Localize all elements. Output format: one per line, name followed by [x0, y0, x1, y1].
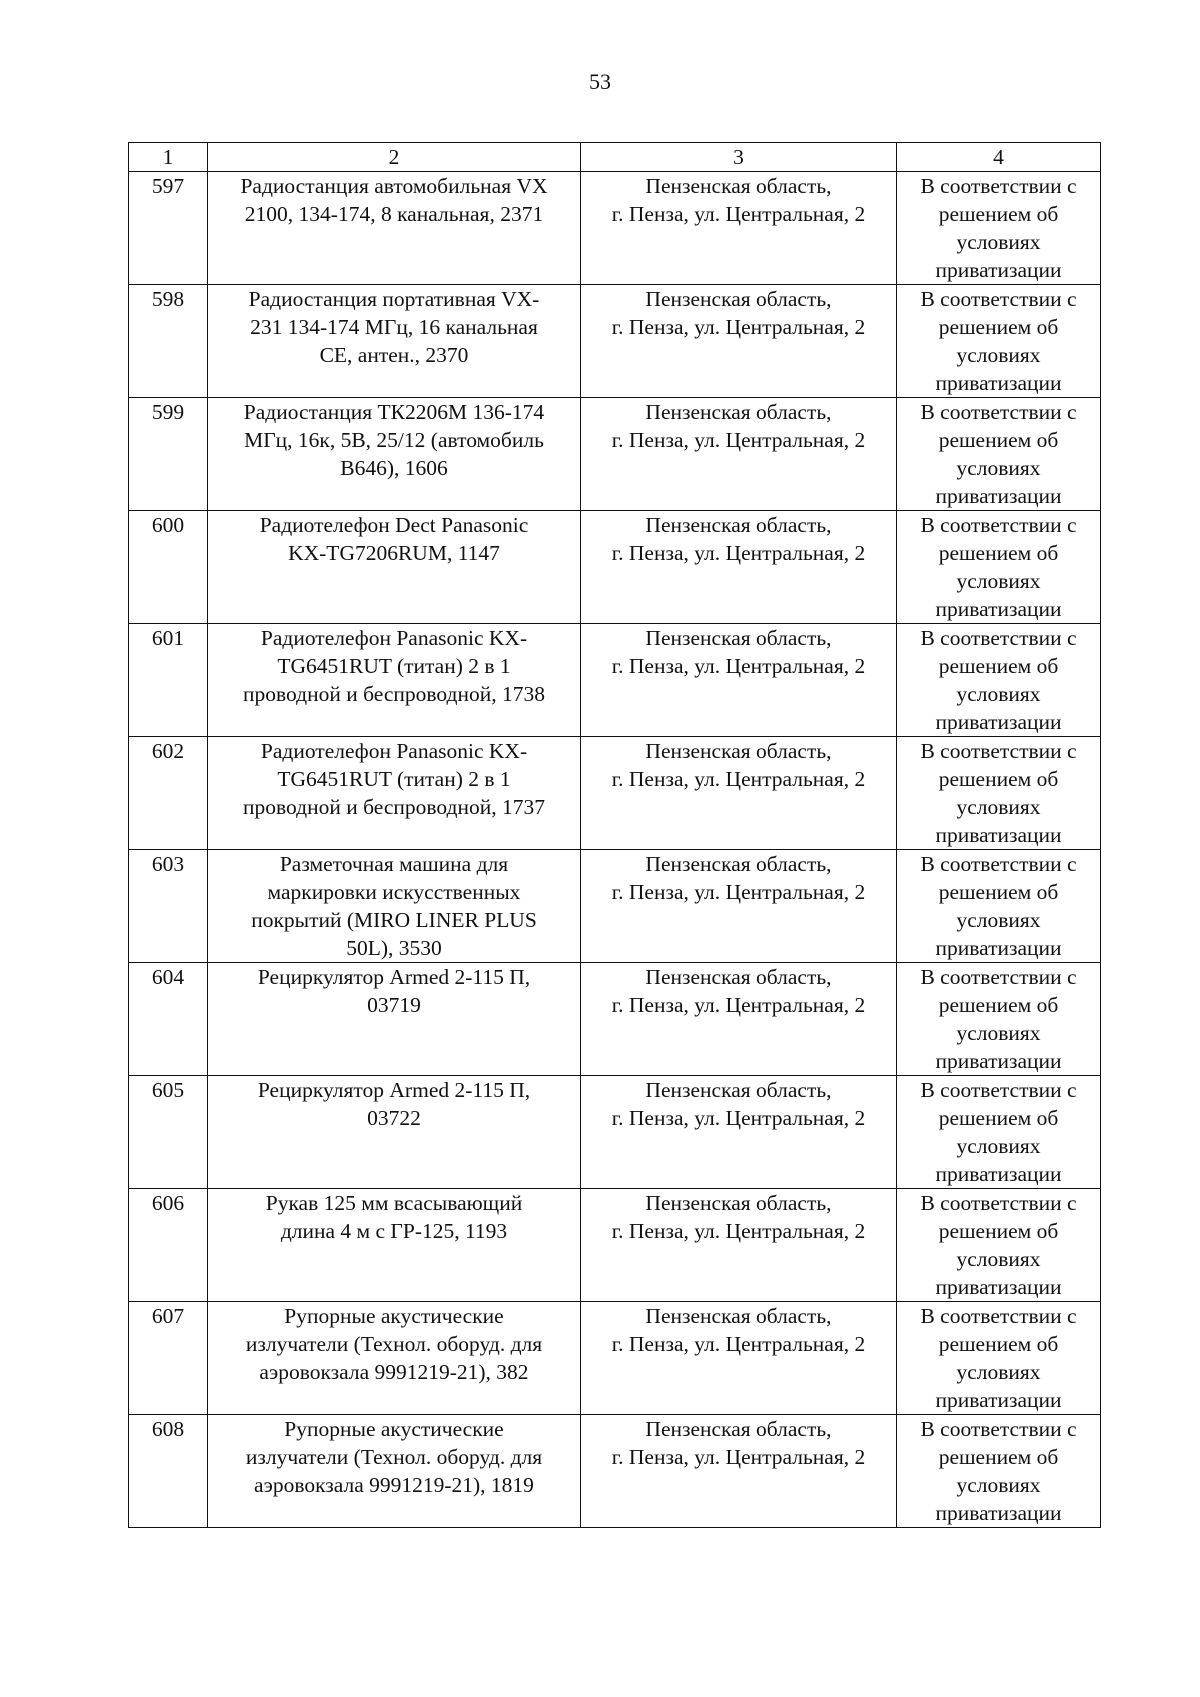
location-line: г. Пенза, ул. Центральная, 2 [611, 1106, 866, 1130]
terms-line: приватизации [935, 258, 1062, 282]
terms-line: решением об [938, 1106, 1059, 1130]
item-name-line: Радиостанция автомобильная VX [240, 174, 548, 198]
item-name-line: маркировки искусственных [267, 880, 521, 904]
terms-line: условиях [956, 682, 1041, 706]
location-line: г. Пенза, ул. Центральная, 2 [611, 315, 866, 339]
terms-line: В соответствии с [920, 174, 1077, 198]
location-cell [581, 1189, 897, 1302]
column-header-4: 4 [897, 143, 1101, 172]
terms-line: условиях [956, 1247, 1041, 1271]
terms-line: В соответствии с [920, 626, 1077, 650]
terms-line: решением об [938, 428, 1059, 452]
item-name-cell [208, 1302, 581, 1415]
location-cell [581, 963, 897, 1076]
column-header-1: 1 [129, 143, 208, 172]
location-cell [581, 398, 897, 511]
item-name-line: CE, антен., 2370 [319, 343, 469, 367]
item-name-line: 03722 [367, 1106, 421, 1130]
terms-line: приватизации [935, 371, 1062, 395]
location-cell [581, 624, 897, 737]
item-name-line: Рециркулятор Armed 2-115 П, [257, 965, 531, 989]
terms-line: приватизации [935, 823, 1062, 847]
terms-line: решением об [938, 315, 1059, 339]
table-row [129, 285, 1101, 398]
item-name-line: длина 4 м с ГР-125, 1193 [280, 1219, 508, 1243]
item-name-line: Радиостанция портативная VX- [248, 287, 540, 311]
table-header [129, 143, 1101, 172]
terms-cell [897, 511, 1101, 624]
item-name-line: 231 134-174 МГц, 16 канальная [250, 315, 538, 339]
item-name-line: излучатели (Технол. оборуд. для [245, 1445, 543, 1469]
location-line: Пензенская область, [645, 1078, 832, 1102]
terms-line: решением об [938, 1332, 1059, 1356]
terms-cell [897, 1415, 1101, 1528]
item-name-line: 2100, 134-174, 8 канальная, 2371 [244, 202, 544, 226]
location-line: г. Пенза, ул. Центральная, 2 [611, 1445, 866, 1469]
item-name-line: TG6451RUT (титан) 2 в 1 [277, 654, 511, 678]
location-cell [581, 1302, 897, 1415]
location-line: г. Пенза, ул. Центральная, 2 [611, 654, 866, 678]
terms-line: В соответствии с [920, 852, 1077, 876]
row-number-cell: 603 [129, 850, 208, 963]
terms-line: приватизации [935, 1501, 1062, 1525]
item-name-cell [208, 1189, 581, 1302]
row-number-cell: 606 [129, 1189, 208, 1302]
row-number-cell: 607 [129, 1302, 208, 1415]
location-line: Пензенская область, [645, 739, 832, 763]
location-line: Пензенская область, [645, 400, 832, 424]
terms-cell [897, 737, 1101, 850]
terms-line: решением об [938, 654, 1059, 678]
location-cell [581, 172, 897, 285]
terms-line: приватизации [935, 1388, 1062, 1412]
item-name-line: 50L), 3530 [346, 936, 442, 960]
item-name-line: МГц, 16к, 5В, 25/12 (автомобиль [244, 428, 544, 452]
terms-line: В соответствии с [920, 739, 1077, 763]
terms-cell [897, 624, 1101, 737]
row-number-cell: 598 [129, 285, 208, 398]
item-name-line: Радиотелефон Dect Panasonic [259, 513, 529, 537]
location-line: Пензенская область, [645, 1417, 832, 1441]
location-cell [581, 511, 897, 624]
item-name-line: Рупорные акустические [284, 1304, 504, 1328]
header-row [129, 143, 1101, 172]
item-name-cell [208, 1076, 581, 1189]
item-name-line: излучатели (Технол. оборуд. для [245, 1332, 543, 1356]
location-line: г. Пенза, ул. Центральная, 2 [611, 1332, 866, 1356]
property-table [128, 142, 1101, 1528]
location-line: г. Пенза, ул. Центральная, 2 [611, 202, 866, 226]
terms-line: В соответствии с [920, 965, 1077, 989]
terms-line: приватизации [935, 597, 1062, 621]
terms-line: решением об [938, 541, 1059, 565]
location-line: Пензенская область, [645, 287, 832, 311]
row-number-cell: 601 [129, 624, 208, 737]
item-name-line: В646), 1606 [340, 456, 448, 480]
terms-line: условиях [956, 230, 1041, 254]
location-line: Пензенская область, [645, 626, 832, 650]
terms-line: приватизации [935, 936, 1062, 960]
terms-cell [897, 172, 1101, 285]
item-name-line: KX-TG7206RUM, 1147 [288, 541, 500, 565]
table-row [129, 172, 1101, 285]
item-name-line: Рупорные акустические [284, 1417, 504, 1441]
terms-line: В соответствии с [920, 287, 1077, 311]
item-name-line: Разметочная машина для [279, 852, 509, 876]
location-line: г. Пенза, ул. Центральная, 2 [611, 428, 866, 452]
terms-line: решением об [938, 1445, 1059, 1469]
location-cell [581, 285, 897, 398]
terms-line: условиях [956, 1360, 1041, 1384]
location-line: г. Пенза, ул. Центральная, 2 [611, 880, 866, 904]
item-name-line: Радиотелефон Panasonic KX- [260, 739, 528, 763]
item-name-cell [208, 285, 581, 398]
item-name-line: проводной и беспроводной, 1738 [243, 682, 545, 706]
location-line: Пензенская область, [645, 965, 832, 989]
row-number-cell: 599 [129, 398, 208, 511]
location-cell [581, 850, 897, 963]
location-line: Пензенская область, [645, 1191, 832, 1215]
table-row [129, 737, 1101, 850]
table-row [129, 398, 1101, 511]
item-name-cell [208, 511, 581, 624]
terms-line: приватизации [935, 1275, 1062, 1299]
row-number-cell: 604 [129, 963, 208, 1076]
terms-cell [897, 1302, 1101, 1415]
location-line: Пензенская область, [645, 513, 832, 537]
item-name-line: Рециркулятор Armed 2-115 П, [257, 1078, 531, 1102]
item-name-cell [208, 737, 581, 850]
location-cell [581, 1076, 897, 1189]
item-name-cell [208, 850, 581, 963]
terms-cell [897, 963, 1101, 1076]
table-row [129, 1189, 1101, 1302]
terms-line: В соответствии с [920, 1417, 1077, 1441]
table-row [129, 1302, 1101, 1415]
page-number: 53 [589, 69, 611, 94]
terms-line: В соответствии с [920, 400, 1077, 424]
table-row [129, 963, 1101, 1076]
location-line: г. Пенза, ул. Центральная, 2 [611, 767, 866, 791]
terms-line: приватизации [935, 710, 1062, 734]
terms-line: условиях [956, 1134, 1041, 1158]
item-name-line: 03719 [367, 993, 421, 1017]
terms-cell [897, 1076, 1101, 1189]
terms-line: решением об [938, 1219, 1059, 1243]
terms-line: условиях [956, 1473, 1041, 1497]
location-line: Пензенская область, [645, 1304, 832, 1328]
item-name-line: покрытий (MIRO LINER PLUS [251, 908, 537, 932]
column-header-3: 3 [581, 143, 897, 172]
location-line: г. Пенза, ул. Центральная, 2 [611, 541, 866, 565]
table-row [129, 511, 1101, 624]
item-name-line: Радиостанция ТК2206М 136-174 [243, 400, 545, 424]
item-name-line: аэровокзала 9991219-21), 1819 [254, 1473, 534, 1497]
item-name-line: TG6451RUT (титан) 2 в 1 [277, 767, 511, 791]
row-number-cell: 602 [129, 737, 208, 850]
terms-line: решением об [938, 880, 1059, 904]
item-name-cell [208, 624, 581, 737]
terms-line: решением об [938, 993, 1059, 1017]
terms-line: условиях [956, 569, 1041, 593]
terms-line: В соответствии с [920, 513, 1077, 537]
terms-line: решением об [938, 767, 1059, 791]
location-cell [581, 737, 897, 850]
terms-line: приватизации [935, 1049, 1062, 1073]
terms-line: условиях [956, 795, 1041, 819]
row-number-cell: 608 [129, 1415, 208, 1528]
terms-line: В соответствии с [920, 1191, 1077, 1215]
location-line: г. Пенза, ул. Центральная, 2 [611, 993, 866, 1017]
terms-cell [897, 285, 1101, 398]
terms-cell [897, 850, 1101, 963]
terms-line: условиях [956, 908, 1041, 932]
table-row [129, 1076, 1101, 1189]
location-line: Пензенская область, [645, 174, 832, 198]
location-line: Пензенская область, [645, 852, 832, 876]
row-number-cell: 600 [129, 511, 208, 624]
table-row [129, 1415, 1101, 1528]
terms-cell [897, 398, 1101, 511]
item-name-cell [208, 172, 581, 285]
location-line: г. Пенза, ул. Центральная, 2 [611, 1219, 866, 1243]
item-name-line: Рукав 125 мм всасывающий [265, 1191, 523, 1215]
location-cell [581, 1415, 897, 1528]
item-name-cell [208, 1415, 581, 1528]
terms-line: приватизации [935, 1162, 1062, 1186]
terms-line: условиях [956, 343, 1041, 367]
terms-line: В соответствии с [920, 1078, 1077, 1102]
terms-line: решением об [938, 202, 1059, 226]
row-number-cell: 605 [129, 1076, 208, 1189]
table-row [129, 850, 1101, 963]
terms-line: приватизации [935, 484, 1062, 508]
row-number-cell: 597 [129, 172, 208, 285]
item-name-line: аэровокзала 9991219-21), 382 [259, 1360, 529, 1384]
terms-line: условиях [956, 456, 1041, 480]
terms-line: В соответствии с [920, 1304, 1077, 1328]
item-name-cell [208, 398, 581, 511]
table-body [129, 172, 1101, 1528]
item-name-cell [208, 963, 581, 1076]
column-header-2: 2 [208, 143, 581, 172]
terms-line: условиях [956, 1021, 1041, 1045]
terms-cell [897, 1189, 1101, 1302]
item-name-line: Радиотелефон Panasonic KX- [260, 626, 528, 650]
table-row [129, 624, 1101, 737]
item-name-line: проводной и беспроводной, 1737 [243, 795, 545, 819]
